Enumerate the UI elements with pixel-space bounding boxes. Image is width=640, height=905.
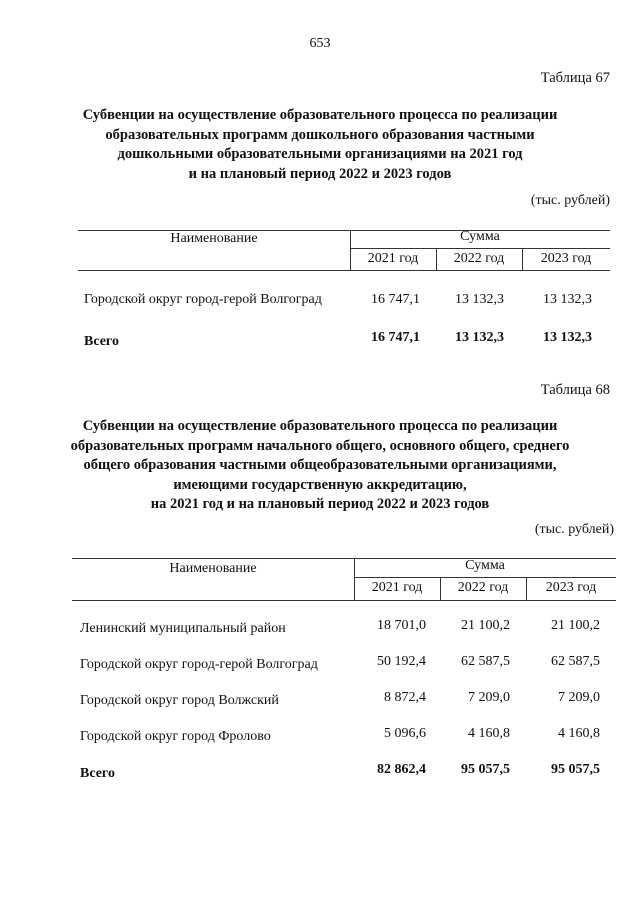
column-header-name: Наименование xyxy=(169,561,257,576)
column-header-year: 2021 год xyxy=(367,251,419,266)
title-line: образовательных программ дошкольного образования частными xyxy=(105,126,535,143)
column-header-name: Наименование xyxy=(170,231,258,246)
column-header-year: 2023 год xyxy=(545,580,597,595)
row-name: Городской округ город Волжский xyxy=(80,693,279,708)
row-name: Ленинский муниципальный район xyxy=(80,621,286,636)
row-value: 8 872,4 xyxy=(384,690,426,705)
row-value: 13 132,3 xyxy=(455,292,504,307)
row-name: Городской округ город Фролово xyxy=(80,729,271,744)
table-68-title xyxy=(60,417,580,515)
title-line: дошкольными образовательными организациями на 2021 год xyxy=(117,146,523,162)
total-label: Всего xyxy=(84,334,119,349)
page-number: 653 xyxy=(309,36,331,51)
column-header-year: 2022 год xyxy=(453,251,505,266)
title-line: Субвенции на осуществление образовательного процесса по реализации xyxy=(82,418,558,434)
row-value: 4 160,8 xyxy=(558,726,600,741)
row-name: Городской округ город-герой Волгоград xyxy=(84,292,322,307)
total-label: Всего xyxy=(80,766,115,781)
row-value: 16 747,1 xyxy=(371,292,420,307)
table-67-units: (тыс. рублей) xyxy=(530,193,610,208)
total-value: 82 862,4 xyxy=(377,762,426,777)
title-line: на 2021 год и на плановый период 2022 и 2023 годов xyxy=(150,496,490,512)
row-value: 18 701,0 xyxy=(377,618,426,633)
row-value: 7 209,0 xyxy=(468,690,510,705)
title-line: имеющими государственную аккредитацию, xyxy=(173,476,467,493)
row-value: 50 192,4 xyxy=(377,654,426,669)
table-67-title xyxy=(60,106,580,184)
row-value: 21 100,2 xyxy=(461,618,510,633)
table-68-label: Таблица 68 xyxy=(540,382,610,398)
title-line: образовательных программ начального общего, основного общего, среднего xyxy=(70,437,570,454)
total-value: 13 132,3 xyxy=(455,330,504,345)
column-header-sum: Сумма xyxy=(465,558,505,573)
column-header-year: 2022 год xyxy=(457,580,509,595)
table-rule xyxy=(72,600,616,601)
table-rule xyxy=(350,248,610,249)
column-header-year: 2021 год xyxy=(371,580,423,595)
title-line: и на плановый период 2022 и 2023 годов xyxy=(188,165,452,182)
row-value: 5 096,6 xyxy=(384,726,426,741)
table-rule xyxy=(354,577,616,578)
row-value: 62 587,5 xyxy=(461,654,510,669)
table-68-units: (тыс. рублей) xyxy=(534,522,614,537)
row-value: 13 132,3 xyxy=(543,292,592,307)
total-value: 95 057,5 xyxy=(461,762,510,777)
column-header-sum: Сумма xyxy=(460,229,500,244)
row-value: 62 587,5 xyxy=(551,654,600,669)
table-rule xyxy=(78,270,610,271)
total-value: 16 747,1 xyxy=(371,330,420,345)
column-header-year: 2023 год xyxy=(540,251,592,266)
title-line: Субвенции на осуществление образовательного процесса по реализации xyxy=(82,107,558,123)
total-value: 13 132,3 xyxy=(543,330,592,345)
title-line: общего образования частными общеобразовательными организациями, xyxy=(83,457,557,473)
table-67-label: Таблица 67 xyxy=(540,70,610,86)
row-value: 21 100,2 xyxy=(551,618,600,633)
total-value: 95 057,5 xyxy=(551,762,600,777)
row-value: 7 209,0 xyxy=(558,690,600,705)
row-name: Городской округ город-герой Волгоград xyxy=(80,657,318,672)
row-value: 4 160,8 xyxy=(468,726,510,741)
